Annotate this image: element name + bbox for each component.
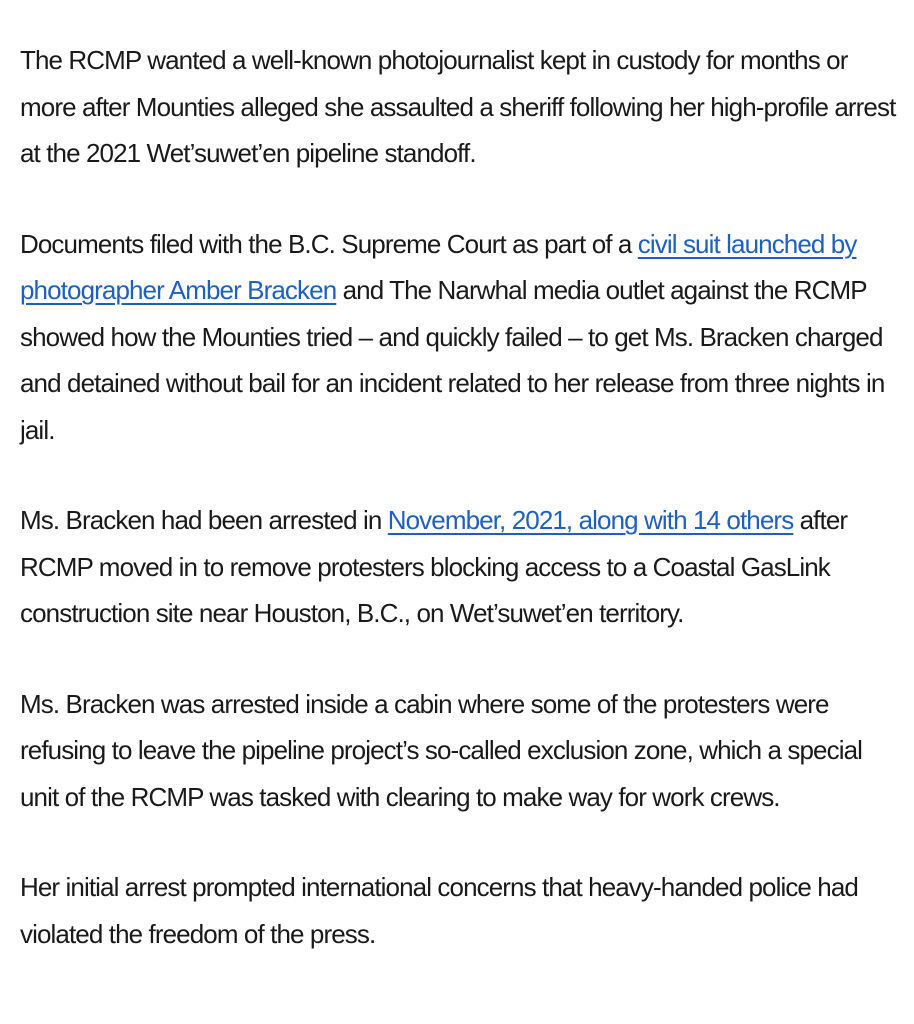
paragraph-text-before: Documents filed with the B.C. Supreme Court as part of a [20, 228, 638, 259]
paragraph-text: The RCMP wanted a well-known photojournalist kept in custody for months or more after Mounties alleged she assaulted a sheriff following her high-profile arrest at the 2021 Wet’suwet’en pipeline standoff. [20, 45, 896, 168]
november-2021-arrests-link[interactable]: November, 2021, along with 14 others [387, 505, 794, 535]
paragraph-text: Her initial arrest prompted international concerns that heavy-handed police had violated the freedom of the press. [20, 872, 858, 949]
paragraph-4 [20, 681, 905, 821]
paragraph-1 [20, 37, 905, 177]
paragraph-5 [20, 864, 905, 957]
paragraph-text-before: Ms. Bracken had been arrested in [20, 505, 388, 535]
paragraph-text-after: and The Narwhal media outlet against the RCMP showed how the Mounties tried – and quickly failed – to get Ms. Bracken charged and detained without bail for an incident related to her release from three nights in jail. [20, 275, 885, 445]
paragraph-text: Ms. Bracken was arrested inside a cabin where some of the protesters were refusing to leave the pipeline project’s so-called exclusion zone, which a special unit of the RCMP was tasked with clearing to make way for work crews. [20, 688, 863, 812]
paragraph-text-after: after RCMP moved in to remove protesters blocking access to a Coastal GasLink construction site near Houston, B.C., on Wet’suwet’en territory. [20, 505, 848, 628]
paragraph-2 [20, 221, 905, 454]
paragraph-3 [20, 497, 905, 637]
civil-suit-link[interactable]: civil suit launched by photographer Amber Bracken [20, 228, 857, 305]
